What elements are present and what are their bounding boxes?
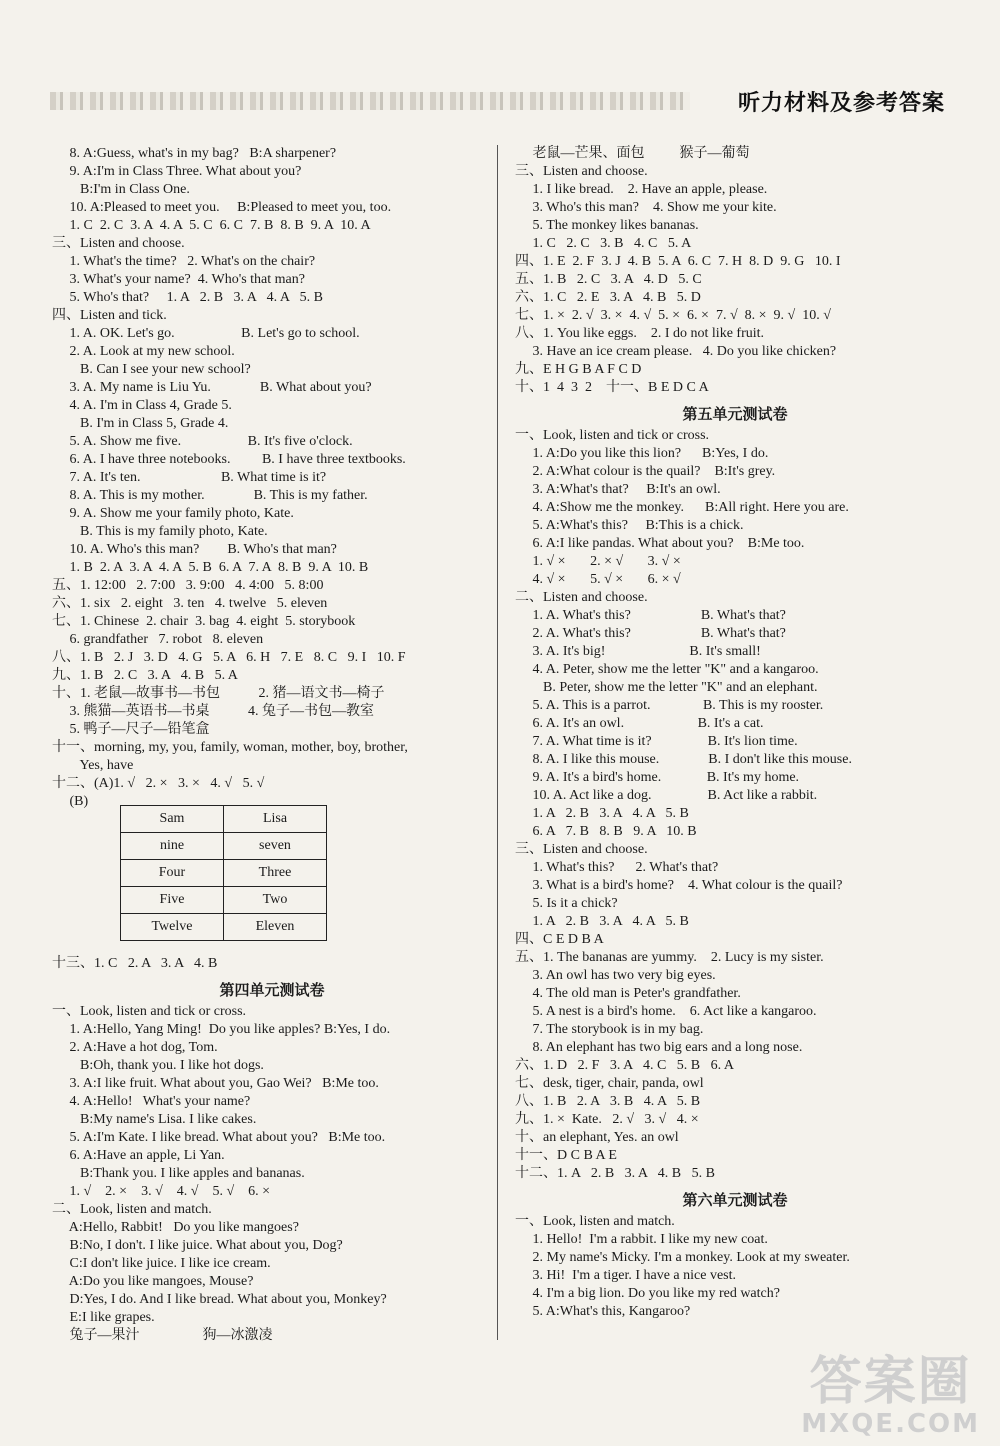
- table-cell: seven: [224, 833, 327, 860]
- table-row: [121, 833, 327, 860]
- answer-line: 十、1 4 3 2 十一、B E D C A: [515, 380, 709, 395]
- answer-line: 九、E H G B A F C D: [515, 362, 642, 377]
- table-row: [121, 887, 327, 914]
- answer-line: 五、1. 12:00 2. 7:00 3. 9:00 4. 4:00 5. 8:00: [52, 578, 324, 593]
- answer-line: 3. Have an ice cream please. 4. Do you like chicken?: [515, 344, 837, 359]
- answer-line: 八、1. B 2. A 3. B 4. A 5. B: [515, 1094, 701, 1109]
- answer-line: B. I'm in Class 5, Grade 4.: [52, 416, 229, 431]
- table-cell: nine: [121, 833, 224, 860]
- answer-line: D:Yes, I do. And I like bread. What about you, Monkey?: [52, 1292, 387, 1307]
- table-cell: Two: [224, 887, 327, 914]
- table-cell: Sam: [121, 806, 224, 833]
- answer-table: [120, 805, 327, 941]
- answer-line: B:My name's Lisa. I like cakes.: [52, 1112, 257, 1127]
- left-column: [52, 145, 492, 1345]
- answer-line: 一、Look, listen and tick or cross.: [515, 428, 710, 443]
- answer-line: B:Thank you. I like apples and bananas.: [52, 1166, 305, 1181]
- unit5-title: 第五单元测试卷: [682, 405, 788, 423]
- answer-line: 1. What's this? 2. What's that?: [515, 860, 719, 875]
- answer-line: 四、C E D B A: [515, 932, 604, 947]
- answer-line: 5. A nest is a bird's home. 6. Act like a kangaroo.: [515, 1004, 817, 1019]
- answer-line: 七、desk, tiger, chair, panda, owl: [515, 1076, 704, 1091]
- answer-line: 3. A:What's that? B:It's an owl.: [515, 482, 721, 497]
- answer-line: 4. √ × 5. √ × 6. × √: [515, 572, 681, 587]
- answer-line: A:Hello, Rabbit! Do you like mangoes?: [52, 1220, 299, 1235]
- table-cell: Eleven: [224, 914, 327, 941]
- answer-line: 6. grandfather 7. robot 8. eleven: [52, 632, 264, 647]
- answer-line: 2. A. Look at my new school.: [52, 344, 235, 359]
- answer-line: 1. √ × 2. × √ 3. √ ×: [515, 554, 681, 569]
- answer-line: 老鼠—芒果、面包 猴子—葡萄: [515, 146, 750, 161]
- answer-line: 一、Look, listen and tick or cross.: [52, 1004, 247, 1019]
- answer-line: 5. The monkey likes bananas.: [515, 218, 699, 233]
- answer-line: 1. C 2. C 3. B 4. C 5. A: [515, 236, 692, 251]
- answer-line: 5. A:What's this? B:This is a chick.: [515, 518, 744, 533]
- unit4-answers: [52, 1003, 492, 1345]
- answer-line: 1. A:Hello, Yang Ming! Do you like apples? B:Yes, I do.: [52, 1022, 391, 1037]
- answer-line: 5. A. This is a parrot. B. This is my rooster.: [515, 698, 824, 713]
- answer-line: 7. The storybook is in my bag.: [515, 1022, 704, 1037]
- right-column: [515, 145, 955, 1321]
- answer-line: 7. A. It's ten. B. What time is it?: [52, 470, 327, 485]
- answer-line: 十二、(A)1. √ 2. × 3. × 4. √ 5. √: [52, 776, 265, 791]
- answer-line: 8. An elephant has two big ears and a long nose.: [515, 1040, 803, 1055]
- unit6-answers: [515, 1213, 955, 1321]
- answer-line: 4. A:Show me the monkey. B:All right. Here you are.: [515, 500, 849, 515]
- answer-line: 1. What's the time? 2. What's on the chair?: [52, 254, 316, 269]
- answer-line: 6. A. I have three notebooks. B. I have three textbooks.: [52, 452, 406, 467]
- answer-line: 1. I like bread. 2. Have an apple, please.: [515, 182, 768, 197]
- page-header-title: 听力材料及参考答案: [737, 91, 945, 116]
- answer-line: 七、1. × 2. √ 3. × 4. √ 5. × 6. × 7. √ 8. × 9. √ 10. √: [515, 308, 831, 323]
- answer-line: 七、1. Chinese 2. chair 3. bag 4. eight 5. storybook: [52, 614, 356, 629]
- answer-line: E:I like grapes.: [52, 1310, 155, 1325]
- table-cell: Four: [121, 860, 224, 887]
- table-row: [121, 860, 327, 887]
- answer-line: 5. A:What's this, Kangaroo?: [515, 1304, 691, 1319]
- left-answers-part-a: [52, 145, 492, 793]
- answer-line: 四、Listen and tick.: [52, 308, 167, 323]
- answer-line: B. Can I see your new school?: [52, 362, 251, 377]
- answer-line: 十、an elephant, Yes. an owl: [515, 1130, 679, 1145]
- answer-line: 2. A:What colour is the quail? B:It's grey.: [515, 464, 776, 479]
- answer-line: 9. A:I'm in Class Three. What about you?: [52, 164, 302, 179]
- answer-line: C:I don't like juice. I like ice cream.: [52, 1256, 271, 1271]
- answer-line: 10. A. Act like a dog. B. Act like a rabbit.: [515, 788, 818, 803]
- right-answers-part-a: [515, 145, 955, 397]
- answer-line: 6. A:I like pandas. What about you? B:Me too.: [515, 536, 805, 551]
- answer-line: 五、1. The bananas are yummy. 2. Lucy is my sister.: [515, 950, 824, 965]
- answer-line: 6. A 7. B 8. B 9. A 10. B: [515, 824, 697, 839]
- answer-line: 四、1. E 2. F 3. J 4. B 5. A 6. C 7. H 8. D 9. G 10. I: [515, 254, 841, 269]
- answer-line: 九、1. × Kate. 2. √ 3. √ 4. ×: [515, 1112, 699, 1127]
- table-row: [121, 806, 327, 833]
- answer-line: 1. B 2. A 3. A 4. A 5. B 6. A 7. A 8. B 9. A 10. B: [52, 560, 369, 575]
- answer-line: Yes, have: [52, 758, 134, 773]
- answer-line: B. Peter, show me the letter "K" and an elephant.: [515, 680, 818, 695]
- answer-line: 4. I'm a big lion. Do you like my red watch?: [515, 1286, 780, 1301]
- answer-line: 五、1. B 2. C 3. A 4. D 5. C: [515, 272, 702, 287]
- answer-line: 十三、1. C 2. A 3. A 4. B: [52, 956, 218, 971]
- watermark-url: MXQE.COM: [801, 1409, 980, 1439]
- answer-line: 2. My name's Micky. I'm a monkey. Look at my sweater.: [515, 1250, 850, 1265]
- answer-line: 六、1. D 2. F 3. A 4. C 5. B 6. A: [515, 1058, 734, 1073]
- watermark-text: 答案圈: [809, 1352, 972, 1412]
- answer-line: 3. An owl has two very big eyes.: [515, 968, 716, 983]
- table-row: [121, 914, 327, 941]
- answer-line: 1. A 2. B 3. A 4. A 5. B: [515, 914, 689, 929]
- table-b-label: (B): [52, 794, 89, 809]
- answer-line: 5. A:I'm Kate. I like bread. What about you? B:Me too.: [52, 1130, 386, 1145]
- table-cell: Lisa: [224, 806, 327, 833]
- answer-line: 1. A:Do you like this lion? B:Yes, I do.: [515, 446, 769, 461]
- answer-line: 8. A. I like this mouse. B. I don't like this mouse.: [515, 752, 852, 767]
- column-divider: [497, 145, 498, 1340]
- answer-line: 1. Hello! I'm a rabbit. I like my new coat.: [515, 1232, 768, 1247]
- answer-line: 6. A:Have an apple, Li Yan.: [52, 1148, 225, 1163]
- answer-line: 2. A:Have a hot dog, Tom.: [52, 1040, 218, 1055]
- answer-line: 5. Who's that? 1. A 2. B 3. A 4. A 5. B: [52, 290, 324, 305]
- answer-line: 九、1. B 2. C 3. A 4. B 5. A: [52, 668, 238, 683]
- header-decoration-bar: [50, 92, 690, 110]
- answer-line: 1. A. OK. Let's go. B. Let's go to school.: [52, 326, 360, 341]
- unit4-title: 第四单元测试卷: [219, 981, 325, 999]
- answer-line: 十一、D C B A E: [515, 1148, 617, 1163]
- answer-line: 9. A. It's a bird's home. B. It's my home.: [515, 770, 800, 785]
- answer-line: 9. A. Show me your family photo, Kate.: [52, 506, 294, 521]
- table-cell: Three: [224, 860, 327, 887]
- answer-line: 3. A. It's big! B. It's small!: [515, 644, 761, 659]
- answer-line: 十、1. 老鼠—故事书—书包 2. 猪—语文书—椅子: [52, 686, 385, 701]
- answer-line: 6. A. It's an owl. B. It's a cat.: [515, 716, 764, 731]
- answer-line: 2. A. What's this? B. What's that?: [515, 626, 786, 641]
- answer-line: 三、Listen and choose.: [515, 164, 648, 179]
- answer-line: 3. What's your name? 4. Who's that man?: [52, 272, 305, 287]
- answer-line: 5. Is it a chick?: [515, 896, 618, 911]
- answer-line: 六、1. six 2. eight 3. ten 4. twelve 5. eleven: [52, 596, 328, 611]
- answer-line: 5. A. Show me five. B. It's five o'clock.: [52, 434, 353, 449]
- answer-line: 10. A:Pleased to meet you. B:Pleased to meet you, too.: [52, 200, 392, 215]
- answer-line: 二、Listen and choose.: [515, 590, 648, 605]
- answer-line: 1. A 2. B 3. A 4. A 5. B: [515, 806, 689, 821]
- answer-line: 3. 熊猫—英语书—书桌 4. 兔子—书包—教室: [52, 704, 374, 719]
- answer-line: 4. The old man is Peter's grandfather.: [515, 986, 741, 1001]
- answer-line: 4. A. Peter, show me the letter "K" and a kangaroo.: [515, 662, 819, 677]
- answer-line: 3. Who's this man? 4. Show me your kite.: [515, 200, 777, 215]
- answer-line: 10. A. Who's this man? B. Who's that man?: [52, 542, 337, 557]
- answer-line: B:No, I don't. I like juice. What about you, Dog?: [52, 1238, 343, 1253]
- answer-line: 十一、morning, my, you, family, woman, mother, boy, brother,: [52, 740, 408, 755]
- answer-line: 二、Look, listen and match.: [52, 1202, 212, 1217]
- answer-line: B:I'm in Class One.: [52, 182, 190, 197]
- answer-line: 5. 鸭子—尺子—铅笔盒: [52, 722, 210, 737]
- answer-line: 八、1. B 2. J 3. D 4. G 5. A 6. H 7. E 8. C 9. I 10. F: [52, 650, 406, 665]
- answer-line: 3. What is a bird's home? 4. What colour is the quail?: [515, 878, 843, 893]
- answer-line: 3. Hi! I'm a tiger. I have a nice vest.: [515, 1268, 737, 1283]
- watermark-logo: [801, 1354, 980, 1438]
- answer-line: 1. √ 2. × 3. √ 4. √ 5. √ 6. ×: [52, 1184, 271, 1199]
- unit5-answers: [515, 427, 955, 1183]
- answer-line: 一、Look, listen and match.: [515, 1214, 675, 1229]
- answer-line: 六、1. C 2. E 3. A 4. B 5. D: [515, 290, 701, 305]
- answer-line: 八、1. You like eggs. 2. I do not like fruit.: [515, 326, 765, 341]
- answer-line: 十二、1. A 2. B 3. A 4. B 5. B: [515, 1166, 715, 1181]
- answer-line: 3. A:I like fruit. What about you, Gao Wei? B:Me too.: [52, 1076, 379, 1091]
- answer-line: B. This is my family photo, Kate.: [52, 524, 268, 539]
- left-answers-part-b: [52, 955, 492, 973]
- answer-line: 8. A:Guess, what's in my bag? B:A sharpener?: [52, 146, 337, 161]
- unit6-title: 第六单元测试卷: [682, 1191, 788, 1209]
- answer-line: 8. A. This is my mother. B. This is my father.: [52, 488, 368, 503]
- answer-line: 1. A. What's this? B. What's that?: [515, 608, 786, 623]
- table-cell: Twelve: [121, 914, 224, 941]
- answer-line: 7. A. What time is it? B. It's lion time.: [515, 734, 798, 749]
- answer-line: 1. C 2. C 3. A 4. A 5. C 6. C 7. B 8. B 9. A 10. A: [52, 218, 371, 233]
- answer-line: 三、Listen and choose.: [52, 236, 185, 251]
- answer-line: A:Do you like mangoes, Mouse?: [52, 1274, 254, 1289]
- table-cell: Five: [121, 887, 224, 914]
- answer-line: 兔子—果汁 狗—冰激凌: [52, 1328, 273, 1343]
- answer-line: B:Oh, thank you. I like hot dogs.: [52, 1058, 264, 1073]
- answer-line: 3. A. My name is Liu Yu. B. What about you?: [52, 380, 372, 395]
- answer-line: 4. A. I'm in Class 4, Grade 5.: [52, 398, 232, 413]
- answer-line: 三、Listen and choose.: [515, 842, 648, 857]
- answer-line: 4. A:Hello! What's your name?: [52, 1094, 251, 1109]
